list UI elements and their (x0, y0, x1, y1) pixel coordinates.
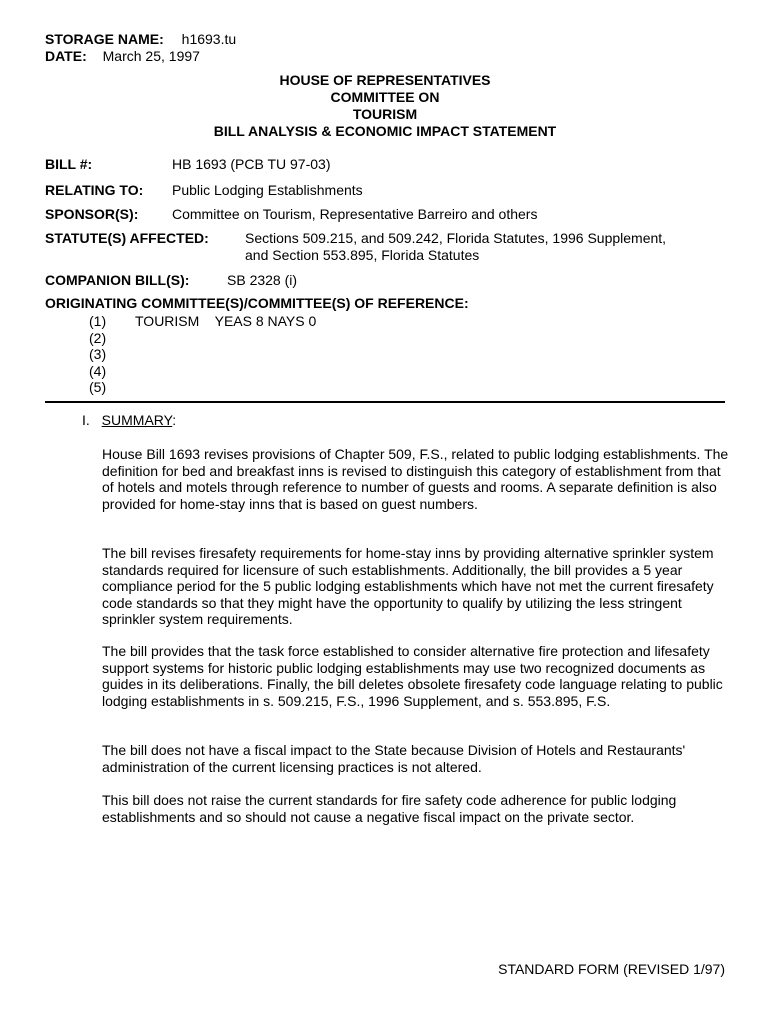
sponsor-label: SPONSOR(S) (45, 206, 134, 222)
storage-name-line: STORAGE NAME: h1693.tu (45, 31, 237, 47)
summary-roman: I. (82, 412, 90, 428)
summary-paragraph-4: The bill does not have a fiscal impact to the State because Division of Hotels and Restaurants' administration of the current licensing practices is not altered. (102, 742, 686, 775)
summary-paragraph-2: The bill revises firesafety requirements for home-stay inns by providing alternative sprinkler system standards required for licensure of such establishments. Additionally, the bill provides a 5 year compliance period for the 5 public lodging establishments which have not met the current firesafety code standards so that they might have the opportunity to qualify by utilizing the less stringent sprinkler system requirements. (102, 545, 714, 628)
title-line-3: TOURISM (352, 106, 418, 122)
committee-text-1: TOURISM YEAS 8 NAYS 0 (135, 313, 317, 329)
title-line-4: BILL ANALYSIS & ECONOMIC IMPACT STATEMENT (213, 123, 557, 139)
bill-value: HB 1693 (PCB TU 97-03) (172, 156, 331, 172)
date-line: DATE: March 25, 1997 (45, 48, 200, 64)
date-label: DATE (45, 48, 83, 64)
sponsor-label-wrap: SPONSOR(S): (45, 206, 139, 222)
title-line-1: HOUSE OF REPRESENTATIVES (279, 72, 491, 88)
storage-name-value: h1693.tu (181, 31, 237, 47)
committee-num-2: (2) (89, 330, 107, 346)
date-value: March 25, 1997 (102, 48, 200, 64)
summary-heading: SUMMARY (101, 412, 173, 428)
bill-label: BILL # (45, 156, 88, 172)
relating-label: RELATING TO (45, 182, 139, 198)
section-divider (45, 401, 725, 403)
committee-num-1: (1) (89, 313, 107, 329)
committee-num-4: (4) (89, 363, 107, 379)
companion-label-wrap: COMPANION BILL(S): (45, 272, 190, 288)
statutes-value-line-1: Sections 509.215, and 509.242, Florida Statutes, 1996 Supplement, (245, 230, 667, 246)
bill-label-wrap: BILL #: (45, 156, 93, 172)
committee-num-3: (3) (89, 346, 107, 362)
statutes-label: STATUTE(S) AFFECTED (45, 230, 205, 246)
companion-value: SB 2328 (i) (227, 272, 298, 288)
committees-label-wrap: ORIGINATING COMMITTEE(S)/COMMITTEE(S) OF REFERENCE: (45, 295, 469, 311)
storage-name-label: STORAGE NAME (45, 31, 160, 47)
relating-value: Public Lodging Establishments (172, 182, 363, 198)
form-footer: STANDARD FORM (REVISED 1/97) (498, 961, 725, 977)
summary-paragraph-3: The bill provides that the task force established to consider alternative fire protection and lifesafety support systems for historic public lodging establishments may use two recognized documents as guides in its deliberations. Finally, the bill deletes obsolete firesafety code language relating to public lodging establishments in s. 509.215, F.S., 1996 Supplement, and s. 553.895, F.S. (102, 643, 723, 709)
companion-label: COMPANION BILL(S) (45, 272, 185, 288)
summary-heading-line: I. SUMMARY: (82, 412, 177, 428)
title-line-2: COMMITTEE ON (330, 89, 440, 105)
committees-label: ORIGINATING COMMITTEE(S)/COMMITTEE(S) OF REFERENCE (45, 295, 464, 311)
summary-paragraph-5: This bill does not raise the current standards for fire safety code adherence for public lodging establishments and so should not cause a negative fiscal impact on the private sector. (102, 792, 677, 825)
relating-label-wrap: RELATING TO: (45, 182, 144, 198)
committee-num-5: (5) (89, 379, 107, 395)
statutes-label-wrap: STATUTE(S) AFFECTED: (45, 230, 209, 246)
sponsor-value: Committee on Tourism, Representative Barreiro and others (172, 206, 538, 222)
statutes-value-line-2: and Section 553.895, Florida Statutes (245, 247, 480, 263)
summary-paragraph-1: House Bill 1693 revises provisions of Chapter 509, F.S., related to public lodging establishments. The definition for bed and breakfast inns is revised to distinguish this category of establishment from that of hotels and motels through reference to number of guests and rooms. A separate definition is also provided for home-stay inns that is based on guest numbers. (102, 446, 729, 512)
